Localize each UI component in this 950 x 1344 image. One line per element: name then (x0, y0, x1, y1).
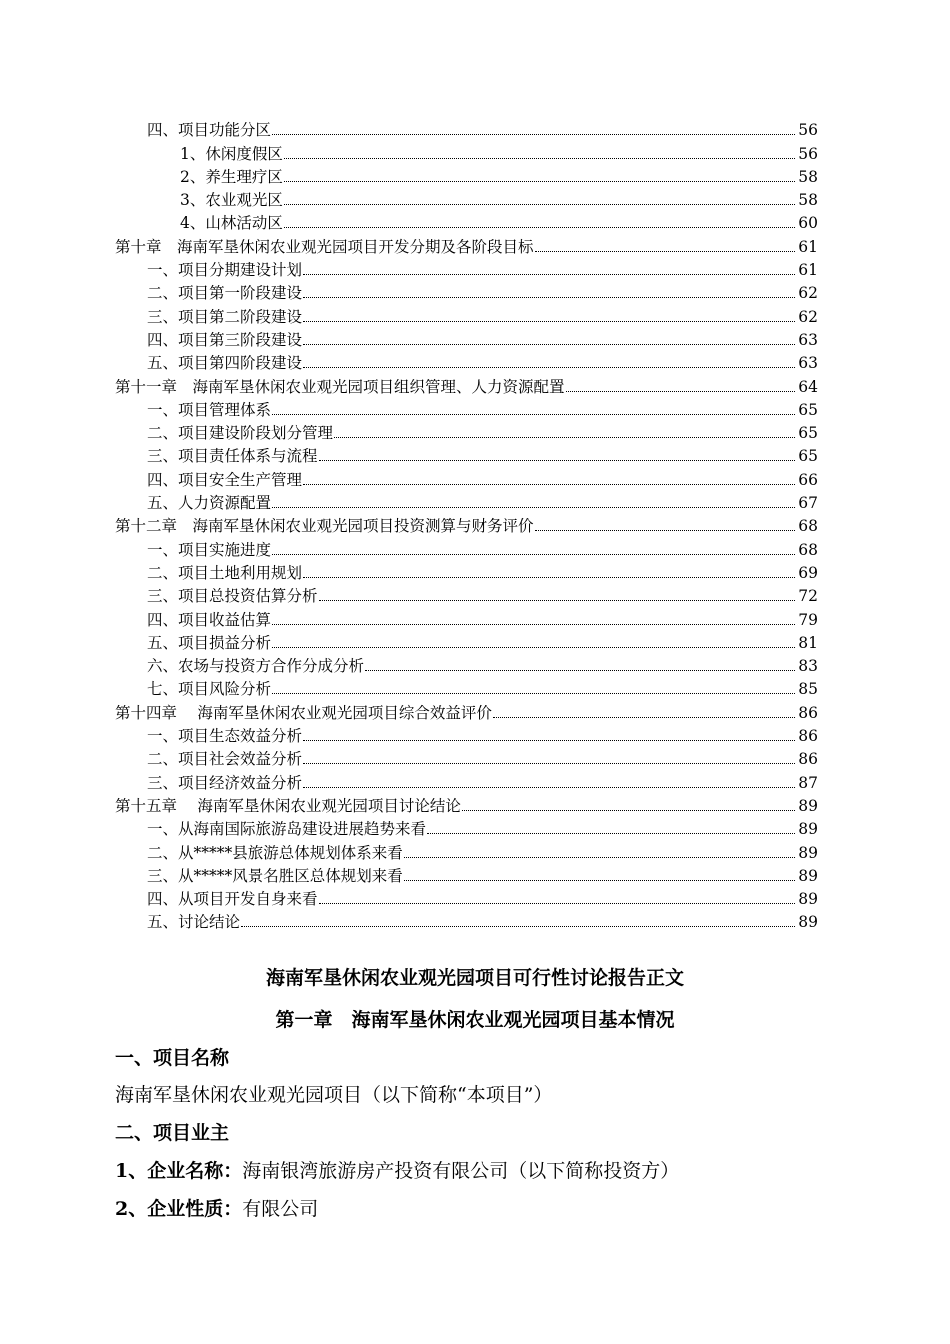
toc-entry-label: 二、从*****县旅游总体规划体系来看 (147, 843, 403, 862)
toc-entry-label: 三、从*****风景名胜区总体规划来看 (147, 866, 403, 885)
toc-entry-label: 四、项目功能分区 (147, 121, 272, 140)
toc-leader-dots (535, 529, 795, 531)
toc-entry-page-number: 66 (798, 470, 818, 489)
section-heading-project-owner: 二、项目业主 (115, 1122, 230, 1144)
toc-leader-dots (284, 180, 795, 182)
toc-leader-dots (319, 599, 795, 601)
toc-entry-page-number: 58 (798, 191, 818, 210)
toc-entry[interactable] (0, 885, 950, 908)
toc-entry-page-number: 67 (798, 494, 818, 513)
toc-leader-dots (303, 296, 795, 298)
toc-entry-page-number: 61 (798, 237, 818, 256)
toc-entry-label: 二、项目第一阶段建设 (147, 284, 303, 303)
toc-entry-label: 三、项目第二阶段建设 (147, 307, 303, 326)
toc-leader-dots (303, 762, 795, 764)
toc-entry[interactable] (0, 372, 950, 395)
toc-entry[interactable] (0, 419, 950, 442)
toc-entry-page-number: 56 (798, 144, 818, 163)
toc-entry[interactable] (0, 349, 950, 372)
table-of-contents (0, 116, 950, 931)
toc-entry-label: 一、从海南国际旅游岛建设进展趋势来看 (147, 820, 427, 839)
toc-leader-dots (535, 250, 795, 252)
toc-entry-page-number: 89 (798, 796, 818, 815)
toc-entry-label: 四、从项目开发自身来看 (147, 890, 318, 909)
toc-entry[interactable] (0, 582, 950, 605)
toc-entry-page-number: 89 (798, 843, 818, 862)
toc-entry-page-number: 68 (798, 540, 818, 559)
toc-entry-page-number: 89 (798, 913, 818, 932)
toc-leader-dots (272, 646, 795, 648)
toc-entry-page-number: 60 (798, 214, 818, 233)
toc-entry-page-number: 68 (798, 517, 818, 536)
toc-entry[interactable] (0, 908, 950, 931)
toc-entry-page-number: 86 (798, 750, 818, 769)
toc-entry-label: 五、项目损益分析 (147, 633, 272, 652)
toc-entry[interactable] (0, 209, 950, 232)
toc-entry[interactable] (0, 745, 950, 768)
toc-leader-dots (284, 157, 795, 159)
company-name-value: 海南银湾旅游房产投资有限公司（以下简称投资方） (242, 1160, 680, 1182)
toc-entry[interactable] (0, 489, 950, 512)
toc-leader-dots (241, 925, 795, 927)
toc-entry-label: 四、项目收益估算 (147, 610, 272, 629)
toc-leader-dots (493, 716, 795, 718)
toc-entry-page-number: 63 (798, 354, 818, 373)
toc-entry[interactable] (0, 279, 950, 302)
toc-entry-label: 四、项目第三阶段建设 (147, 330, 303, 349)
toc-entry-page-number: 65 (798, 447, 818, 466)
toc-entry-page-number: 62 (798, 284, 818, 303)
toc-entry-page-number: 86 (798, 703, 818, 722)
toc-leader-dots (272, 623, 795, 625)
toc-leader-dots (284, 203, 795, 205)
toc-entry-page-number: 86 (798, 727, 818, 746)
toc-entry-label: 四、项目安全生产管理 (147, 470, 303, 489)
toc-entry[interactable] (0, 559, 950, 582)
toc-entry-label: 三、项目总投资估算分析 (147, 587, 318, 606)
toc-entry-label: 六、农场与投资方合作分成分析 (147, 657, 365, 676)
toc-entry-label: 七、项目风险分析 (147, 680, 272, 699)
toc-leader-dots (334, 436, 795, 438)
toc-leader-dots (319, 459, 795, 461)
toc-entry-label: 二、项目建设阶段划分管理 (147, 424, 334, 443)
toc-leader-dots (272, 133, 795, 135)
toc-entry-page-number: 62 (798, 307, 818, 326)
toc-entry-label: 五、讨论结论 (147, 913, 241, 932)
toc-entry[interactable] (0, 605, 950, 628)
toc-entry-label: 五、人力资源配置 (147, 494, 272, 513)
toc-entry[interactable] (0, 535, 950, 558)
toc-entry-page-number: 69 (798, 563, 818, 582)
toc-leader-dots (272, 692, 795, 694)
toc-leader-dots (272, 506, 795, 508)
toc-leader-dots (404, 879, 795, 881)
toc-entry[interactable] (0, 652, 950, 675)
toc-entry-label: 1、休闲度假区 (180, 144, 283, 163)
toc-leader-dots (284, 226, 795, 228)
toc-leader-dots (303, 786, 795, 788)
toc-leader-dots (303, 739, 795, 741)
toc-entry[interactable] (0, 838, 950, 861)
toc-entry-label: 3、农业观光区 (180, 191, 283, 210)
toc-entry-page-number: 63 (798, 330, 818, 349)
toc-leader-dots (462, 809, 795, 811)
toc-leader-dots (319, 902, 795, 904)
toc-entry[interactable] (0, 512, 950, 535)
company-type-value: 有限公司 (242, 1198, 319, 1220)
toc-entry[interactable] (0, 465, 950, 488)
toc-entry-label: 4、山林活动区 (180, 214, 283, 233)
toc-entry-label: 一、项目生态效益分析 (147, 727, 303, 746)
toc-entry[interactable] (0, 862, 950, 885)
toc-entry-label: 三、项目责任体系与流程 (147, 447, 318, 466)
toc-entry[interactable] (0, 442, 950, 465)
toc-entry[interactable] (0, 629, 950, 652)
toc-entry-label: 第十二章 海南军垦休闲农业观光园项目投资测算与财务评价 (115, 517, 534, 536)
report-main-title: 海南军垦休闲农业观光园项目可行性讨论报告正文 (265, 967, 684, 989)
toc-entry-page-number: 65 (798, 424, 818, 443)
toc-entry-label: 第十五章 海南军垦休闲农业观光园项目讨论结论 (115, 796, 461, 815)
toc-entry-label: 二、项目土地利用规划 (147, 563, 303, 582)
toc-entry-label: 第十四章 海南军垦休闲农业观光园项目综合效益评价 (115, 703, 492, 722)
toc-entry-label: 第十一章 海南军垦休闲农业观光园项目组织管理、人力资源配置 (115, 377, 565, 396)
toc-entry[interactable] (0, 256, 950, 279)
toc-entry-page-number: 65 (798, 400, 818, 419)
toc-leader-dots (427, 832, 795, 834)
toc-entry[interactable] (0, 139, 950, 162)
toc-entry[interactable] (0, 698, 950, 721)
toc-entry[interactable] (0, 768, 950, 791)
toc-entry[interactable] (0, 792, 950, 815)
toc-entry[interactable] (0, 326, 950, 349)
toc-entry-label: 一、项目分期建设计划 (147, 261, 303, 280)
toc-leader-dots (303, 273, 795, 275)
toc-entry-page-number: 89 (798, 820, 818, 839)
toc-entry-label: 五、项目第四阶段建设 (147, 354, 303, 373)
toc-entry-page-number: 81 (798, 633, 818, 652)
toc-entry-label: 一、项目实施进度 (147, 540, 272, 559)
toc-entry[interactable] (0, 815, 950, 838)
toc-entry-page-number: 61 (798, 261, 818, 280)
chapter-title: 第一章 海南军垦休闲农业观光园项目基本情况 (275, 1009, 675, 1031)
toc-leader-dots (303, 366, 795, 368)
toc-entry-page-number: 85 (798, 680, 818, 699)
toc-leader-dots (303, 483, 795, 485)
toc-entry[interactable] (0, 163, 950, 186)
toc-entry-label: 三、项目经济效益分析 (147, 773, 303, 792)
toc-entry-page-number: 56 (798, 121, 818, 140)
toc-entry[interactable] (0, 722, 950, 745)
toc-leader-dots (404, 856, 795, 858)
toc-entry-page-number: 72 (798, 587, 818, 606)
toc-entry-page-number: 89 (798, 890, 818, 909)
toc-entry[interactable] (0, 116, 950, 139)
toc-entry-page-number: 83 (798, 657, 818, 676)
toc-entry-label: 一、项目管理体系 (147, 400, 272, 419)
toc-entry[interactable] (0, 232, 950, 255)
toc-entry-page-number: 64 (798, 377, 818, 396)
company-name-line (115, 1156, 679, 1183)
toc-entry-page-number: 87 (798, 773, 818, 792)
toc-entry-label: 2、养生理疗区 (180, 167, 283, 186)
toc-entry-label: 二、项目社会效益分析 (147, 750, 303, 769)
toc-entry-page-number: 89 (798, 866, 818, 885)
toc-entry-label: 第十章 海南军垦休闲农业观光园项目开发分期及各阶段目标 (115, 237, 534, 256)
company-type-line (115, 1194, 318, 1221)
section-heading-project-name: 一、项目名称 (115, 1047, 230, 1069)
toc-entry-page-number: 79 (798, 610, 818, 629)
toc-entry[interactable] (0, 675, 950, 698)
toc-entry[interactable] (0, 302, 950, 325)
toc-leader-dots (272, 553, 795, 555)
company-type-label: 2、企业性质： (115, 1198, 243, 1220)
toc-leader-dots (303, 343, 795, 345)
toc-leader-dots (303, 320, 795, 322)
toc-entry[interactable] (0, 186, 950, 209)
toc-leader-dots (272, 413, 795, 415)
toc-entry[interactable] (0, 396, 950, 419)
toc-leader-dots (365, 669, 795, 671)
toc-leader-dots (566, 390, 795, 392)
company-name-label: 1、企业名称： (115, 1160, 243, 1182)
project-name-text: 海南军垦休闲农业观光园项目（以下简称“本项目”） (115, 1084, 553, 1106)
toc-entry-page-number: 58 (798, 167, 818, 186)
toc-leader-dots (303, 576, 795, 578)
